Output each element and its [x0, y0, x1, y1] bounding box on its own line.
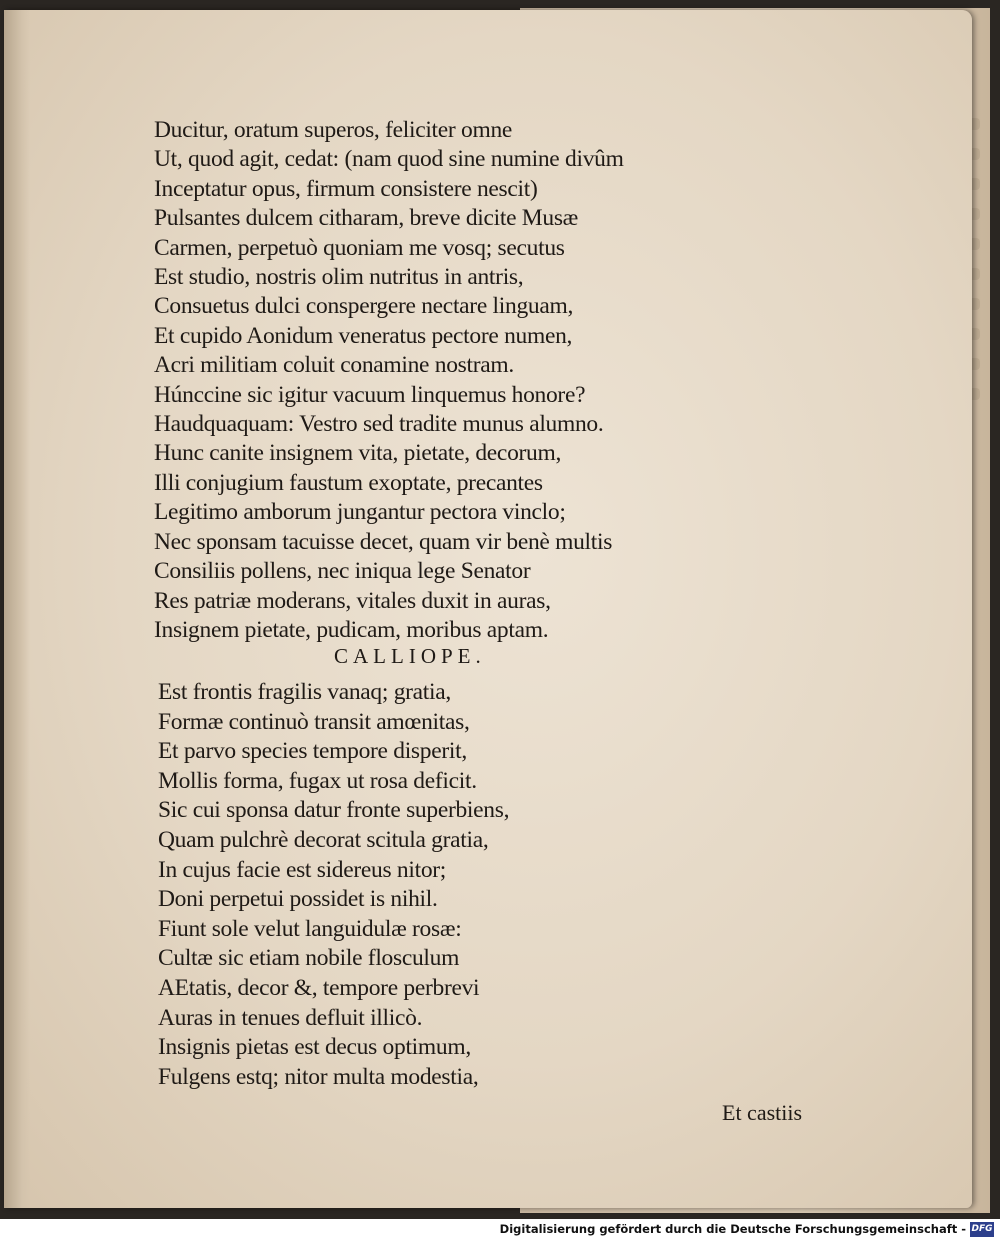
- catchword: Et castiis: [722, 1100, 803, 1125]
- funding-credit: Digitalisierung gefördert durch die Deutsche Forschungsgemeinschaft -: [499, 1222, 966, 1236]
- verse-line: Quam pulchrè decorat scitula gratia,: [158, 826, 489, 853]
- verse-line: Illi conjugium faustum exoptate, precantes: [154, 469, 543, 496]
- verse-line: AEtatis, decor &, tempore perbrevi: [158, 974, 480, 1001]
- verse-line: Ut, quod agit, cedat: (nam quod sine numine divûm: [154, 146, 624, 173]
- dfg-logo-icon[interactable]: DFG: [970, 1222, 994, 1237]
- footer-bar: [0, 1219, 1000, 1241]
- verse-line: Mollis forma, fugax ut rosa deficit.: [158, 767, 477, 794]
- verse-line: Haudquaquam: Vestro sed tradite munus alumno.: [154, 411, 604, 438]
- verse-line: Fulgens estq; nitor multa modestia,: [158, 1063, 479, 1090]
- verse-line: Est frontis fragilis vanaq; gratia,: [158, 679, 451, 705]
- verse-line: Consuetus dulci conspergere nectare linguam,: [154, 293, 574, 320]
- verse-line: Doni perpetui possidet is nihil.: [158, 886, 438, 913]
- verse-line: Inceptatur opus, firmum consistere nescit): [154, 175, 538, 202]
- verse-line: Nec sponsam tacuisse decet, quam vir benè multis: [154, 528, 613, 555]
- verse-line: Insignis pietas est decus optimum,: [158, 1034, 471, 1061]
- verse-line: Et cupido Aonidum veneratus pectore numen,: [154, 322, 573, 349]
- verse-line: Acri militiam coluit conamine nostram.: [154, 352, 514, 379]
- verse-line: Fiunt sole velut languidulæ rosæ:: [158, 915, 462, 942]
- verse-block-2: [158, 678, 798, 1092]
- verse-line: Et parvo species tempore disperit,: [158, 738, 467, 765]
- verse-line: Consiliis pollens, nec iniqua lege Senator: [154, 558, 531, 585]
- book-page: [4, 10, 972, 1208]
- verse-line: Legitimo amborum jungantur pectora vinclo;: [154, 499, 566, 526]
- verse-line: Ducitur, oratum superos, feliciter omne: [154, 117, 513, 143]
- verse-line: Formæ continuò transit amœnitas,: [158, 708, 470, 735]
- section-heading: CALLIOPE.: [334, 644, 486, 668]
- verse-line: Auras in tenues defluit illicò.: [158, 1004, 423, 1031]
- verse-line: Cultæ sic etiam nobile flosculum: [158, 945, 460, 972]
- verse-line: Hunc canite insignem vita, pietate, decorum,: [154, 440, 562, 467]
- verse-line: Húnccine sic igitur vacuum linquemus honore?: [154, 381, 586, 408]
- verse-line: Carmen, perpetuò quoniam me vosq; secutus: [154, 234, 565, 261]
- verse-line: Res patriæ moderans, vitales duxit in auras,: [154, 587, 551, 614]
- verse-line: Est studio, nostris olim nutritus in antris,: [154, 264, 524, 291]
- page-gutter: [4, 10, 30, 1208]
- verse-line: In cujus facie est sidereus nitor;: [158, 856, 447, 883]
- verse-line: Insignem pietate, pudicam, moribus aptam.: [154, 616, 549, 643]
- verse-block-1: [154, 116, 794, 645]
- verse-line: Sic cui sponsa datur fronte superbiens,: [158, 797, 510, 824]
- verse-line: Pulsantes dulcem citharam, breve dicite Musæ: [154, 205, 579, 232]
